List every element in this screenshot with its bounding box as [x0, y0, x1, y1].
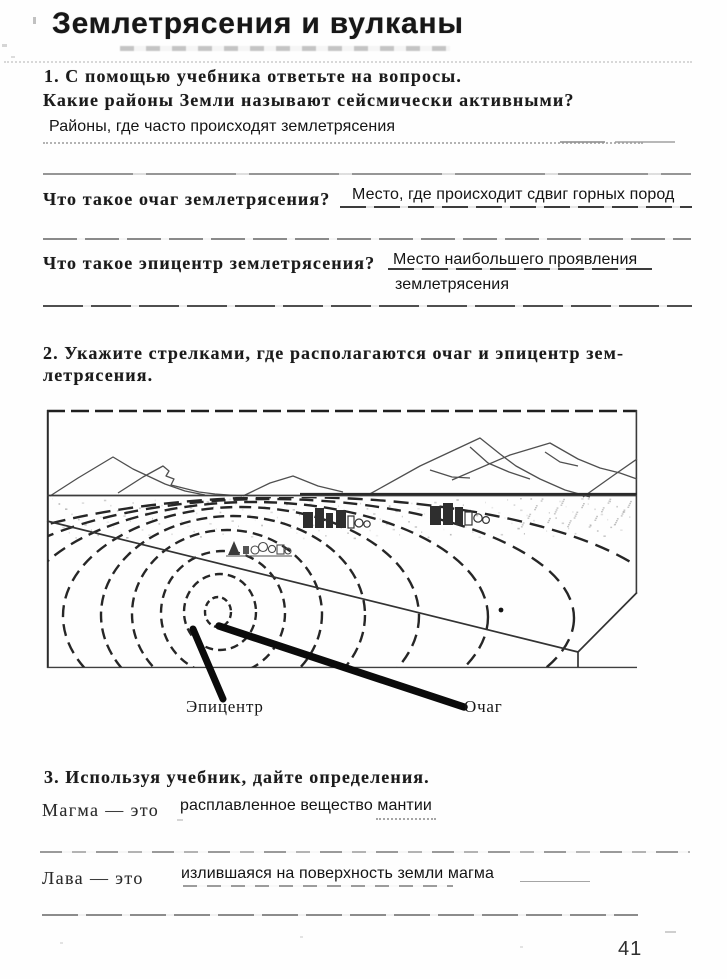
page-title: Землетрясения и вулканы [52, 7, 464, 40]
section2-heading-line1: 2. Укажите стрелками, где располагаются очаг и эпицентр зем- [43, 343, 625, 363]
page-number: 41 [618, 938, 643, 960]
buildings-cluster [430, 503, 489, 525]
answer-line [43, 238, 691, 240]
section1-heading: 1. С помощью учебника ответьте на вопросы. [44, 66, 462, 86]
magma-label: Магма — это [42, 800, 160, 820]
epicenter-label: Эпицентр [186, 697, 264, 716]
q1-answer-text: Районы, где часто происходят землетрясения [49, 118, 396, 135]
ground-surface-line [47, 494, 637, 496]
q2-answer-text: Место, где происходит сдвиг горных пород [352, 186, 675, 203]
scan-speck [60, 942, 63, 944]
ruined-buildings [226, 541, 292, 556]
focus-label: Очаг [464, 697, 503, 716]
answer-line-segment [520, 881, 590, 882]
answer-line [40, 851, 690, 853]
q3-answer-underline [388, 268, 652, 270]
scan-speck [11, 56, 15, 58]
mountain-range [50, 438, 637, 497]
scan-speck [177, 819, 183, 821]
seismic-wave-rings [40, 497, 675, 720]
answer-line [43, 173, 691, 175]
q1-question: Какие районы Земли называют сейсмически активными? [43, 90, 575, 110]
epicenter-arrow [193, 629, 223, 699]
q3-answer-line1: Место наибольшего проявления [393, 251, 638, 268]
answer-line [43, 305, 692, 307]
answer-line-segment [615, 141, 675, 143]
q2-question: Что такое очаг землетрясения? [43, 189, 331, 209]
title-underline-artifact [120, 46, 450, 51]
q3-question: Что такое эпицентр землетрясения? [43, 253, 376, 273]
lava-answer-underline [183, 885, 453, 887]
magma-answer-text: расплавленное вещество мантии [180, 797, 432, 814]
lava-answer-text: излившаяся на поверхность земли магма [181, 865, 495, 882]
answer-line-segment [376, 818, 436, 820]
lava-label: Лава — это [42, 868, 144, 888]
section2-heading-line2: летрясения. [43, 365, 154, 385]
answer-line [43, 142, 643, 144]
scan-speck [2, 44, 7, 47]
scan-speck [300, 936, 303, 938]
scan-speck [520, 946, 523, 948]
focus-dot [499, 608, 504, 613]
q2-answer-underline [340, 206, 692, 208]
scan-artifact-line [4, 61, 692, 63]
earthquake-diagram [40, 405, 690, 720]
q3-answer-line2: землетрясения [395, 276, 510, 293]
diagram-border [47, 410, 637, 668]
answer-line [42, 914, 638, 916]
section3-heading: 3. Используя учебник, дайте определения. [44, 767, 430, 787]
answer-line-segment [560, 141, 605, 143]
scan-speck [665, 931, 676, 933]
scan-speck [33, 17, 36, 24]
cross-section-edge [47, 521, 637, 667]
